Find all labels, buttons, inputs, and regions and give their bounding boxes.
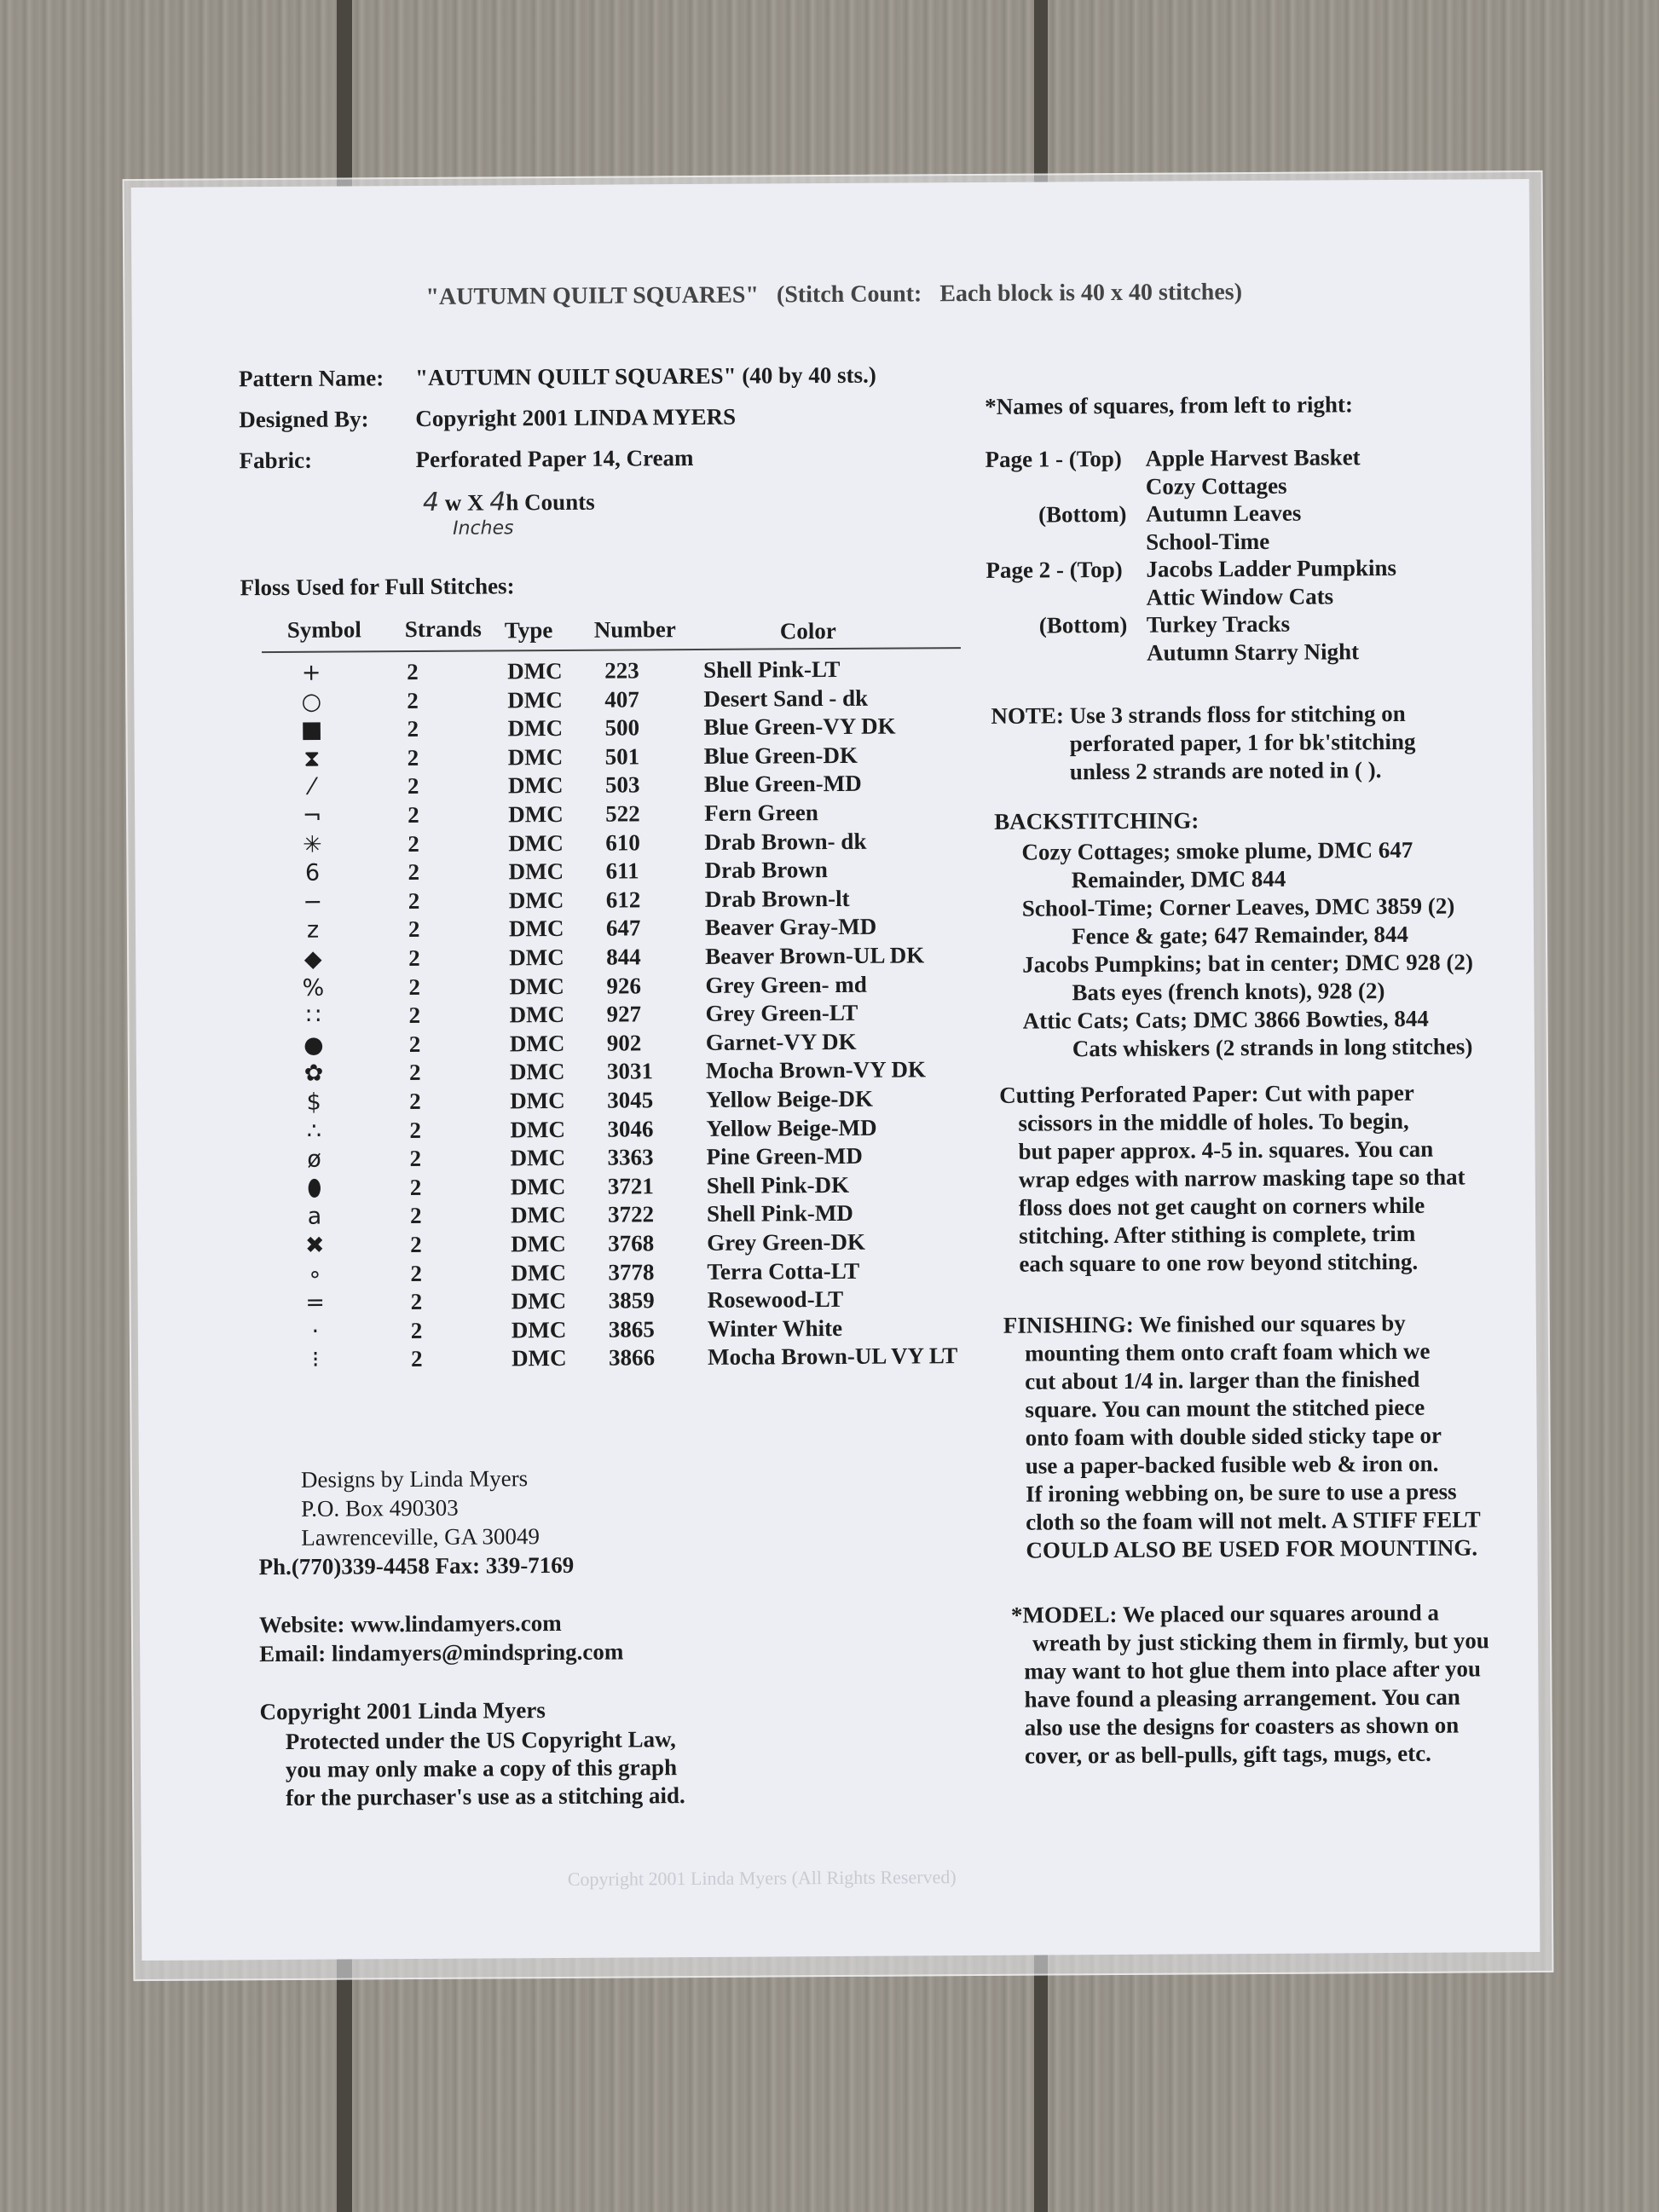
floss-symbol: ◆: [303, 945, 322, 973]
floss-symbol: %: [302, 974, 325, 1002]
floss-number: 3031: [606, 1058, 654, 1085]
floss-number: 407: [604, 685, 639, 713]
floss-strands: 2: [407, 658, 419, 685]
floss-number: 522: [605, 800, 640, 827]
copyright-line: Protected under the US Copyright Law,: [285, 1726, 676, 1754]
stitch-count-value: Each block is 40 x 40 stitches): [939, 279, 1243, 308]
floss-strands: 2: [410, 1231, 422, 1258]
col-color: Color: [779, 617, 836, 644]
floss-symbol: ■: [300, 716, 323, 744]
contact-po-box: P.O. Box 490303: [301, 1494, 459, 1522]
finishing-line: onto foam with double sided sticky tape or: [1025, 1422, 1442, 1451]
contact-company: Designs by Linda Myers: [300, 1465, 529, 1493]
floss-symbol: a: [307, 1204, 322, 1231]
floss-strands: 2: [409, 1174, 422, 1200]
copyright-notice: [286, 1725, 685, 1812]
col-number: Number: [593, 616, 676, 643]
floss-strands: 2: [410, 1289, 423, 1315]
floss-type: DMC: [511, 1230, 566, 1257]
col-symbol: Symbol: [286, 616, 361, 643]
floss-type: DMC: [508, 915, 564, 942]
backstitch-line: Fence & gate; 647 Remainder, 844: [1071, 921, 1409, 950]
floss-color: Desert Sand - dk: [703, 684, 869, 712]
floss-symbol: ✖: [304, 1232, 325, 1259]
floss-color: Drab Brown- dk: [704, 828, 867, 855]
floss-type: DMC: [510, 1202, 566, 1228]
floss-color: Grey Green- md: [705, 971, 867, 998]
finishing-line: mounting them onto craft foam which we: [1024, 1337, 1431, 1366]
floss-type: DMC: [509, 1030, 565, 1057]
stitch-count-label: (Stitch Count:: [776, 280, 922, 309]
floss-number: 3768: [608, 1230, 655, 1256]
floss-number: 503: [604, 771, 640, 799]
floss-color: Winter White: [707, 1314, 843, 1342]
floss-number: 3778: [608, 1258, 655, 1285]
backstitch-line: Remainder, DMC 844: [1071, 865, 1286, 893]
floss-color: Shell Pink-MD: [706, 1200, 853, 1227]
floss-type: DMC: [508, 829, 564, 856]
floss-strands: 2: [408, 887, 420, 914]
floss-strands: 2: [408, 916, 420, 943]
pattern-name-value: [415, 362, 876, 391]
contact-phone: Ph.(770)339-4458 Fax: 339-7169: [258, 1551, 575, 1580]
floss-number: 3722: [607, 1201, 655, 1228]
floss-symbol: ⧗: [303, 745, 321, 772]
floss-number: 612: [605, 887, 641, 913]
model-line: *MODEL: We placed our squares around a: [1010, 1599, 1440, 1628]
floss-number: 223: [604, 657, 639, 684]
floss-symbol: ∷: [305, 1002, 321, 1030]
cutting-line: stitching. After stithing is complete, trim: [1019, 1220, 1416, 1249]
fabric-value: Perforated Paper 14, Cream: [415, 445, 694, 472]
floss-number: 647: [605, 915, 641, 942]
floss-color: Mocha Brown-UL VY LT: [707, 1343, 958, 1371]
floss-symbol: ·: [311, 1318, 320, 1345]
floss-type: DMC: [511, 1288, 567, 1314]
floss-type: DMC: [508, 800, 564, 828]
model-line: cover, or as bell-pulls, gift tags, mugs, etc.: [1024, 1740, 1431, 1769]
square-name: Jacobs Ladder Pumpkins: [1146, 554, 1397, 582]
floss-color: Yellow Beige-DK: [706, 1085, 874, 1112]
square-name-line: [985, 443, 1497, 472]
square-name: Apple Harvest Basket: [1145, 444, 1361, 471]
floss-symbol: ¬: [302, 802, 322, 829]
floss-symbol: ∴: [306, 1118, 322, 1145]
finishing-block: [1003, 1308, 1481, 1564]
table-header-rule: [262, 647, 961, 653]
note-block: [991, 700, 1415, 787]
floss-color: Drab Brown: [704, 857, 828, 884]
backstitch-line: Cozy Cottages; smoke plume, DMC 647: [1021, 836, 1413, 865]
contact-email: Email: lindamyers@mindspring.com: [259, 1638, 624, 1667]
floss-color: Blue Green-VY DK: [703, 713, 896, 741]
floss-color: Mocha Brown-VY DK: [705, 1056, 927, 1084]
finishing-line: cloth so the foam will not melt. A STIFF FELT: [1026, 1506, 1481, 1535]
cutting-line: floss does not get caught on corners while: [1018, 1192, 1425, 1221]
model-line: also use the designs for coasters as shown on: [1024, 1712, 1460, 1741]
floss-color: Garnet-VY DK: [705, 1028, 857, 1055]
pattern-name-text: "AUTUMN QUILT SQUARES": [414, 362, 737, 390]
floss-strands: 2: [407, 744, 419, 771]
floss-strands: 2: [408, 944, 420, 972]
square-prefix: Page 2 - (Top): [986, 556, 1123, 583]
square-prefix: (Bottom): [1038, 611, 1128, 638]
square-name: Turkey Tracks: [1146, 610, 1291, 638]
counts-mid: w X: [438, 489, 490, 516]
floss-strands: 2: [410, 1346, 423, 1372]
finishing-line: FINISHING: We finished our squares by: [1003, 1309, 1406, 1338]
floss-color: Blue Green-DK: [703, 742, 858, 769]
floss-color: Drab Brown-lt: [704, 885, 850, 912]
finishing-line: cut about 1/4 in. larger than the finished: [1025, 1366, 1420, 1395]
backstitching-block: [1021, 835, 1473, 1063]
floss-strands: 2: [408, 1002, 421, 1029]
floss-number: 3866: [608, 1344, 656, 1372]
floss-symbol: ●: [303, 1031, 324, 1059]
model-line: wreath by just sticking them in firmly, but you: [1032, 1627, 1489, 1656]
floss-type: DMC: [507, 686, 563, 713]
square-prefix: Page 1 - (Top): [985, 445, 1122, 472]
cutting-line: wrap edges with narrow masking tape so that: [1018, 1164, 1465, 1193]
floss-color: Grey Green-LT: [705, 1000, 858, 1027]
counts-line: [423, 487, 595, 517]
counts-width-handwritten: 4: [422, 487, 440, 517]
floss-heading: Floss Used for Full Stitches:: [240, 573, 515, 601]
page-header: [425, 279, 1242, 311]
floss-strands: 2: [409, 1203, 422, 1229]
header-title: "AUTUMN QUILT SQUARES": [425, 281, 760, 310]
floss-strands: 2: [408, 859, 420, 886]
squares-heading: *Names of squares, from left to right:: [985, 391, 1354, 419]
floss-strands: 2: [409, 1088, 421, 1115]
floss-symbol: =: [305, 1289, 326, 1316]
floss-strands: 2: [409, 1117, 422, 1143]
floss-symbol: ✿: [303, 1060, 324, 1088]
floss-number: 902: [606, 1030, 642, 1056]
counts-height-handwritten: 4: [489, 487, 506, 517]
floss-color: Shell Pink-DK: [706, 1171, 850, 1198]
col-strands: Strands: [404, 615, 482, 643]
floss-type: DMC: [507, 743, 564, 771]
cutting-line: but paper approx. 4-5 in. squares. You can: [1018, 1135, 1434, 1164]
floss-color: Beaver Gray-MD: [704, 914, 877, 941]
floss-symbol: −: [303, 888, 323, 915]
floss-strands: 2: [407, 687, 419, 713]
floss-symbol: ⬮: [307, 1175, 322, 1202]
floss-type: DMC: [509, 1002, 565, 1028]
floss-number: 926: [606, 972, 641, 999]
floss-table-body: [134, 656, 991, 1394]
backstitch-line: Jacobs Pumpkins; bat in center; DMC 928 (2): [1022, 949, 1474, 978]
floss-symbol: 6: [304, 859, 321, 887]
floss-strands: 2: [409, 1146, 422, 1172]
floss-number: 501: [604, 743, 640, 770]
floss-color: Grey Green-DK: [707, 1228, 866, 1256]
floss-symbol: ○: [301, 688, 322, 715]
floss-type: DMC: [510, 1116, 565, 1142]
floss-type: DMC: [508, 887, 564, 914]
floss-symbol: +: [301, 659, 321, 686]
floss-type: DMC: [509, 944, 564, 971]
square-name-line: [986, 499, 1497, 528]
floss-type: DMC: [508, 858, 564, 885]
floss-symbol: ⁝: [311, 1347, 320, 1374]
finishing-line: If ironing webbing on, be sure to use a press: [1025, 1478, 1457, 1507]
floss-color: Fern Green: [704, 800, 818, 826]
floss-number: 611: [605, 858, 639, 884]
copyright-line: you may only make a copy of this graph: [285, 1754, 678, 1782]
cutting-block: [999, 1078, 1465, 1278]
pattern-name-label: Pattern Name:: [238, 365, 384, 392]
floss-type: DMC: [511, 1259, 567, 1285]
floss-number: 3721: [607, 1173, 654, 1199]
col-type: Type: [504, 617, 553, 644]
floss-strands: 2: [408, 973, 420, 1000]
floss-type: DMC: [509, 973, 564, 999]
model-line: may want to hot glue them into place after you: [1024, 1655, 1482, 1684]
floss-strands: 2: [410, 1317, 423, 1343]
floss-type: DMC: [511, 1316, 567, 1343]
square-name: School-Time: [1146, 528, 1270, 555]
floss-color: Terra Cotta-LT: [707, 1257, 860, 1285]
floss-symbol: $: [306, 1089, 321, 1116]
floss-color: Blue Green-MD: [703, 771, 862, 798]
contact-city: Lawrenceville, GA 30049: [301, 1523, 540, 1551]
square-name: Autumn Starry Night: [1146, 638, 1360, 666]
floss-strands: 2: [410, 1260, 423, 1286]
floss-number: 3865: [608, 1316, 655, 1343]
floss-strands: 2: [408, 1031, 421, 1057]
square-name-line: [986, 609, 1498, 638]
floss-number: 844: [606, 944, 641, 970]
square-name-line: [986, 554, 1497, 583]
floss-type: DMC: [507, 715, 564, 742]
contact-website: Website: www.lindamyers.com: [258, 1609, 562, 1638]
cutting-line: scissors in the middle of holes. To begin,: [1018, 1107, 1409, 1136]
cutting-line: Cutting Perforated Paper: Cut with paper: [999, 1079, 1414, 1108]
finishing-line: COULD ALSO BE USED FOR MOUNTING.: [1026, 1534, 1478, 1563]
floss-number: 927: [606, 1001, 642, 1027]
copyright-line: for the purchaser's use as a stitching aid.: [286, 1782, 685, 1811]
copyright-title: Copyright 2001 Linda Myers: [259, 1697, 546, 1725]
floss-type: DMC: [507, 657, 563, 684]
floss-symbol: ∘: [307, 1261, 323, 1288]
note-line: NOTE: Use 3 strands floss for stitching on: [991, 700, 1406, 729]
square-prefix: (Bottom): [1038, 500, 1127, 528]
floss-number: 3046: [607, 1115, 654, 1142]
faint-footer-copyright: Copyright 2001 Linda Myers (All Rights Reserved): [567, 1866, 957, 1890]
floss-number: 3045: [607, 1087, 654, 1113]
floss-number: 3859: [608, 1287, 655, 1314]
floss-number: 610: [605, 829, 640, 856]
counts-handwritten-note: Inches: [453, 517, 514, 540]
designed-by-value: Copyright 2001 LINDA MYERS: [415, 403, 737, 431]
floss-type: DMC: [510, 1087, 565, 1114]
floss-strands: 2: [407, 716, 419, 742]
backstitch-line: Attic Cats; Cats; DMC 3866 Bowties, 844: [1022, 1005, 1429, 1034]
finishing-line: use a paper-backed fusible web & iron on.: [1025, 1450, 1439, 1479]
backstitching-heading: BACKSTITCHING:: [994, 807, 1199, 835]
floss-color: Shell Pink-LT: [703, 656, 841, 683]
square-name: Autumn Leaves: [1145, 500, 1302, 527]
model-line: have found a pleasing arrangement. You can: [1024, 1684, 1460, 1712]
floss-strands: 2: [408, 801, 419, 829]
backstitch-line: Bats eyes (french knots), 928 (2): [1072, 978, 1385, 1006]
counts-suffix: h Counts: [506, 488, 595, 516]
floss-color: Pine Green-MD: [706, 1142, 863, 1170]
floss-type: DMC: [510, 1173, 566, 1200]
floss-symbol: z: [306, 917, 320, 944]
floss-strands: 2: [408, 1060, 421, 1086]
floss-type: DMC: [511, 1345, 567, 1372]
finishing-line: square. You can mount the stitched piece: [1025, 1394, 1425, 1423]
note-line: unless 2 strands are noted in ( ).: [1069, 757, 1382, 785]
pattern-sheet: [131, 179, 1540, 1961]
pattern-size-text: (40 by 40 sts.): [742, 361, 876, 389]
floss-strands: 2: [407, 773, 419, 800]
floss-color: Beaver Brown-UL DK: [705, 942, 925, 969]
floss-symbol: ✳: [302, 831, 322, 858]
cutting-line: each square to one row beyond stitching.: [1019, 1248, 1419, 1277]
squares-list: [986, 443, 1499, 677]
floss-color: Yellow Beige-MD: [706, 1114, 877, 1141]
floss-type: DMC: [507, 772, 564, 799]
note-line: perforated paper, 1 for bk'stitching: [1069, 728, 1416, 757]
floss-number: 500: [604, 714, 640, 741]
floss-type: DMC: [510, 1145, 566, 1171]
floss-symbol: ⁄: [309, 774, 315, 801]
designed-by-label: Designed By:: [239, 406, 369, 433]
floss-color: Rosewood-LT: [707, 1286, 844, 1314]
floss-number: 3363: [607, 1144, 654, 1170]
model-block: [1011, 1598, 1490, 1770]
backstitch-line: Cats whiskers (2 strands in long stitches): [1072, 1033, 1473, 1062]
floss-strands: 2: [408, 830, 419, 857]
floss-symbol: ø: [307, 1146, 321, 1173]
square-name: Attic Window Cats: [1146, 582, 1334, 610]
square-name: Cozy Cottages: [1145, 472, 1287, 500]
backstitch-line: School-Time; Corner Leaves, DMC 3859 (2): [1021, 892, 1455, 921]
fabric-label: Fabric:: [239, 447, 313, 474]
floss-type: DMC: [509, 1059, 565, 1085]
